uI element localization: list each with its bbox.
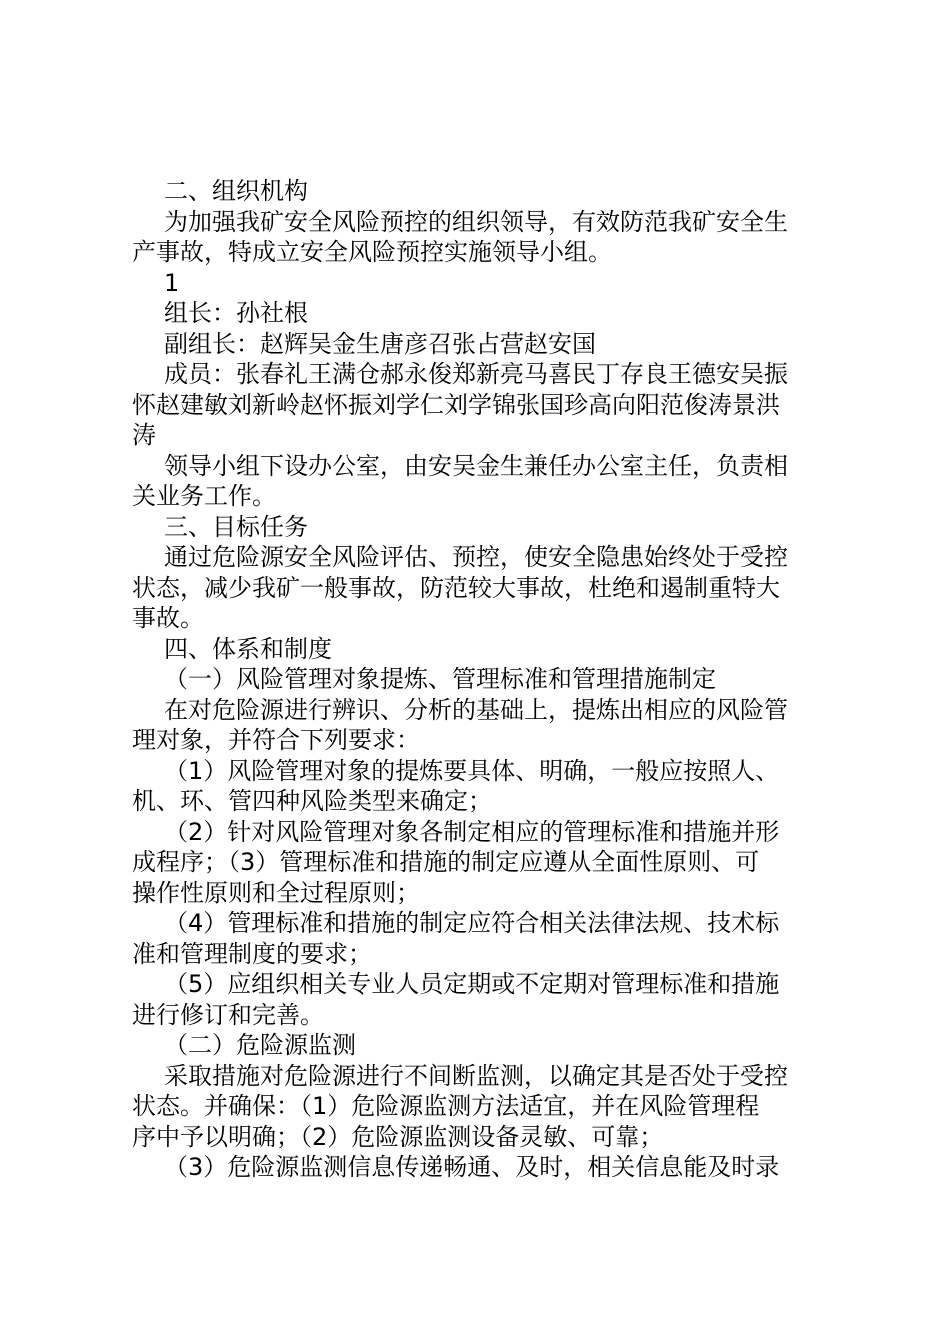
text-line: 事故。: [132, 604, 204, 632]
text-line: 理对象，并符合下列要求：: [132, 726, 420, 754]
text-line: （二）危险源监测: [164, 1031, 356, 1059]
text-line: 怀赵建敏刘新岭赵怀振刘学仁刘学锦张国珍高向阳范俊涛景洪: [132, 390, 780, 419]
text-line: 1: [164, 268, 180, 297]
text-line: （1）风险管理对象的提炼要具体、明确，一般应按照人、: [164, 756, 780, 785]
text-line: 状态。并确保：（1）危险源监测方法适宜，并在风险管理程: [132, 1092, 760, 1120]
text-line: （4）管理标准和措施的制定应符合相关法律法规、技术标: [164, 909, 780, 937]
text-line: 机、环、管四种风险类型来确定；: [132, 787, 492, 815]
text-line: 进行修订和完善。: [132, 1000, 324, 1029]
text-line: （2）针对风险管理对象各制定相应的管理标准和措施并形: [164, 817, 780, 846]
text-line: 涛: [132, 421, 156, 449]
text-line: 准和管理制度的要求；: [132, 939, 372, 968]
text-line: 成程序；（3）管理标准和措施的制定应遵从全面性原则、可: [132, 848, 760, 876]
text-line: 产事故，特成立安全风险预控实施领导小组。: [132, 238, 612, 266]
text-line: 序中予以明确；（2）危险源监测设备灵敏、可靠；: [132, 1122, 664, 1151]
text-line: 成员：张春礼王满仓郝永俊郑新亮马喜民丁存良王德安吴振: [164, 360, 788, 388]
text-line: 领导小组下设办公室，由安吴金生兼任办公室主任，负责相: [164, 451, 788, 480]
text-line: 操作性原则和全过程原则；: [132, 878, 420, 907]
text-line: 关业务工作。: [132, 482, 276, 510]
text-line: （3）危险源监测信息传递畅通、及时，相关信息能及时录: [164, 1153, 780, 1181]
text-line: 通过危险源安全风险评估、预控，使安全隐患始终处于受控: [164, 543, 788, 571]
text-line: 在对危险源进行辨识、分析的基础上，提炼出相应的风险管: [164, 695, 788, 724]
text-line: 组长：孙社根: [164, 299, 308, 327]
text-line: 为加强我矿安全风险预控的组织领导，有效防范我矿安全生: [164, 207, 788, 236]
text-line: 状态，减少我矿一般事故，防范较大事故，杜绝和遏制重特大: [132, 573, 780, 602]
text-line: （一）风险管理对象提炼、管理标准和管理措施制定: [164, 665, 716, 693]
document-page: [132, 176, 832, 1183]
text-line: 采取措施对危险源进行不间断监测，以确定其是否处于受控: [164, 1061, 788, 1090]
text-line: （5）应组织相关专业人员定期或不定期对管理标准和措施: [164, 970, 780, 998]
text-line: 二、组织机构: [164, 177, 308, 205]
text-line: 副组长：赵辉吴金生唐彦召张占营赵安国: [164, 329, 596, 358]
text-line: 三、目标任务: [164, 512, 308, 541]
text-line: 四、体系和制度: [164, 634, 332, 663]
